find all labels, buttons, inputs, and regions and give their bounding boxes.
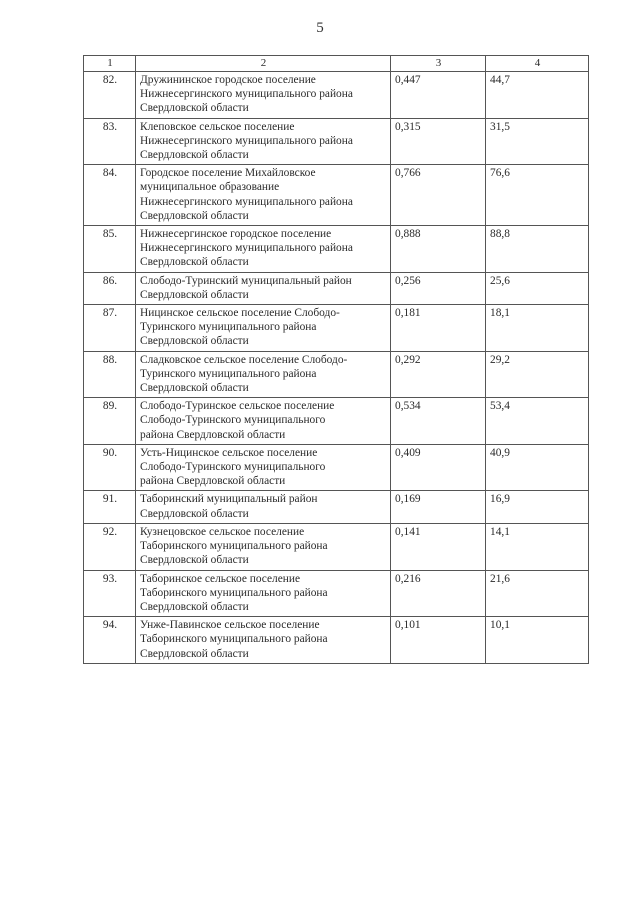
value-col3: 0,409 bbox=[391, 444, 486, 491]
column-header-1: 1 bbox=[84, 56, 136, 72]
municipality-name-line: Туринского муниципального района bbox=[140, 367, 317, 380]
municipality-name-line: Нижнесергинского муниципального района bbox=[140, 242, 353, 255]
value-col3: 0,169 bbox=[391, 491, 486, 523]
table-row bbox=[84, 491, 589, 523]
municipality-name-line: Унже-Павинское сельское поселение bbox=[140, 619, 320, 632]
municipality-name-line: Свердловской области bbox=[140, 507, 249, 520]
row-number: 86. bbox=[84, 272, 136, 304]
value-col4: 16,9 bbox=[486, 491, 589, 523]
municipality-name-line: Слободо-Туринского муниципального bbox=[140, 414, 326, 427]
municipality-name bbox=[136, 491, 391, 523]
table-row bbox=[84, 617, 589, 664]
value-col3: 0,315 bbox=[391, 118, 486, 165]
table-row bbox=[84, 444, 589, 491]
municipality-name bbox=[136, 226, 391, 273]
municipality-name-line: Дружининское городское поселение bbox=[140, 74, 316, 86]
municipality-name-line: Слободо-Туринское сельское поселение bbox=[140, 400, 335, 413]
value-col3: 0,256 bbox=[391, 272, 486, 304]
value-col4: 14,1 bbox=[486, 523, 589, 570]
table-body bbox=[84, 72, 589, 664]
municipality-name-line: Свердловской области bbox=[140, 102, 249, 115]
table-row bbox=[84, 272, 589, 304]
municipality-name-line: Туринского муниципального района bbox=[140, 321, 317, 334]
municipality-name-line: Сладковское сельское поселение Слободо- bbox=[140, 353, 348, 366]
municipality-name-line: Таборинского муниципального района bbox=[140, 633, 328, 646]
municipality-name bbox=[136, 570, 391, 617]
value-col3: 0,534 bbox=[391, 398, 486, 445]
municipality-name-line: Свердловской области bbox=[140, 288, 249, 301]
municipality-name bbox=[136, 617, 391, 664]
municipality-name bbox=[136, 272, 391, 304]
municipality-name bbox=[136, 444, 391, 491]
value-col3: 0,216 bbox=[391, 570, 486, 617]
municipality-name-line: Свердловской области bbox=[140, 335, 249, 348]
row-number: 93. bbox=[84, 570, 136, 617]
table-row bbox=[84, 305, 589, 352]
municipality-name-line: Таборинский муниципальный район bbox=[140, 493, 318, 506]
municipality-name-line: Таборинское сельское поселение bbox=[140, 572, 301, 585]
municipality-name-line: Кузнецовское сельское поселение bbox=[140, 525, 305, 538]
municipality-name bbox=[136, 72, 391, 119]
value-col4: 76,6 bbox=[486, 165, 589, 226]
municipality-name-line: Таборинского муниципального района bbox=[140, 586, 328, 599]
table-row bbox=[84, 226, 589, 273]
value-col4: 88,8 bbox=[486, 226, 589, 273]
municipality-name-line: района Свердловской области bbox=[140, 428, 286, 441]
value-col4: 10,1 bbox=[486, 617, 589, 664]
table-header-row bbox=[84, 56, 589, 72]
municipality-name-line: Нижнесергинского муниципального района bbox=[140, 134, 353, 147]
table-row bbox=[84, 398, 589, 445]
table-row bbox=[84, 570, 589, 617]
municipality-name-line: Свердловской области bbox=[140, 382, 249, 395]
row-number: 92. bbox=[84, 523, 136, 570]
municipality-name-line: Свердловской области bbox=[140, 554, 249, 567]
municipality-name-line: Свердловской области bbox=[140, 600, 249, 613]
value-col3: 0,888 bbox=[391, 226, 486, 273]
row-number: 94. bbox=[84, 617, 136, 664]
table-row bbox=[84, 118, 589, 165]
municipality-name-line: Слободо-Туринского муниципального bbox=[140, 461, 326, 474]
row-number: 84. bbox=[84, 165, 136, 226]
row-number: 91. bbox=[84, 491, 136, 523]
municipality-name-line: Таборинского муниципального района bbox=[140, 540, 328, 553]
row-number: 88. bbox=[84, 351, 136, 398]
value-col4: 21,6 bbox=[486, 570, 589, 617]
value-col3: 0,141 bbox=[391, 523, 486, 570]
row-number: 89. bbox=[84, 398, 136, 445]
table-row bbox=[84, 523, 589, 570]
table-row bbox=[84, 165, 589, 226]
value-col4: 25,6 bbox=[486, 272, 589, 304]
municipality-name-line: Свердловской области bbox=[140, 647, 249, 660]
page-number: 5 bbox=[316, 20, 324, 36]
table-row bbox=[84, 72, 589, 119]
value-col4: 53,4 bbox=[486, 398, 589, 445]
municipality-name-line: Ницинское сельское поселение Слободо- bbox=[140, 307, 340, 320]
value-col3: 0,766 bbox=[391, 165, 486, 226]
column-header-3: 3 bbox=[391, 56, 486, 72]
row-number: 87. bbox=[84, 305, 136, 352]
row-number: 82. bbox=[84, 72, 136, 119]
municipality-name bbox=[136, 118, 391, 165]
value-col4: 18,1 bbox=[486, 305, 589, 352]
municipality-name bbox=[136, 523, 391, 570]
municipality-name-line: Городское поселение Михайловское bbox=[140, 167, 316, 180]
row-number: 90. bbox=[84, 444, 136, 491]
value-col3: 0,101 bbox=[391, 617, 486, 664]
municipality-name-line: Усть-Ницинское сельское поселение bbox=[140, 446, 318, 459]
municipality-name bbox=[136, 398, 391, 445]
municipality-name bbox=[136, 351, 391, 398]
value-col3: 0,181 bbox=[391, 305, 486, 352]
table-row bbox=[84, 351, 589, 398]
municipality-name-line: муниципальное образование bbox=[140, 181, 280, 194]
value-col4: 44,7 bbox=[486, 72, 589, 119]
column-header-4: 4 bbox=[486, 56, 589, 72]
column-header-2: 2 bbox=[136, 56, 391, 72]
value-col3: 0,292 bbox=[391, 351, 486, 398]
municipality-name-line: Слободо-Туринский муниципальный район bbox=[140, 274, 352, 287]
row-number: 85. bbox=[84, 226, 136, 273]
value-col4: 31,5 bbox=[486, 118, 589, 165]
municipality-name-line: Свердловской области bbox=[140, 149, 249, 162]
municipality-name-line: района Свердловской области bbox=[140, 475, 286, 488]
municipality-name-line: Клеповское сельское поселение bbox=[140, 120, 295, 133]
municipality-name-line: Нижнесергинского муниципального района bbox=[140, 195, 353, 208]
value-col4: 29,2 bbox=[486, 351, 589, 398]
municipality-name-line: Нижнесергинского муниципального района bbox=[140, 88, 353, 101]
value-col3: 0,447 bbox=[391, 72, 486, 119]
value-col4: 40,9 bbox=[486, 444, 589, 491]
row-number: 83. bbox=[84, 118, 136, 165]
municipality-name bbox=[136, 305, 391, 352]
municipality-name bbox=[136, 165, 391, 226]
municipality-name-line: Свердловской области bbox=[140, 209, 249, 222]
municipality-name-line: Нижнесергинское городское поселение bbox=[140, 228, 332, 241]
data-table bbox=[83, 55, 589, 664]
municipality-name-line: Свердловской области bbox=[140, 256, 249, 269]
